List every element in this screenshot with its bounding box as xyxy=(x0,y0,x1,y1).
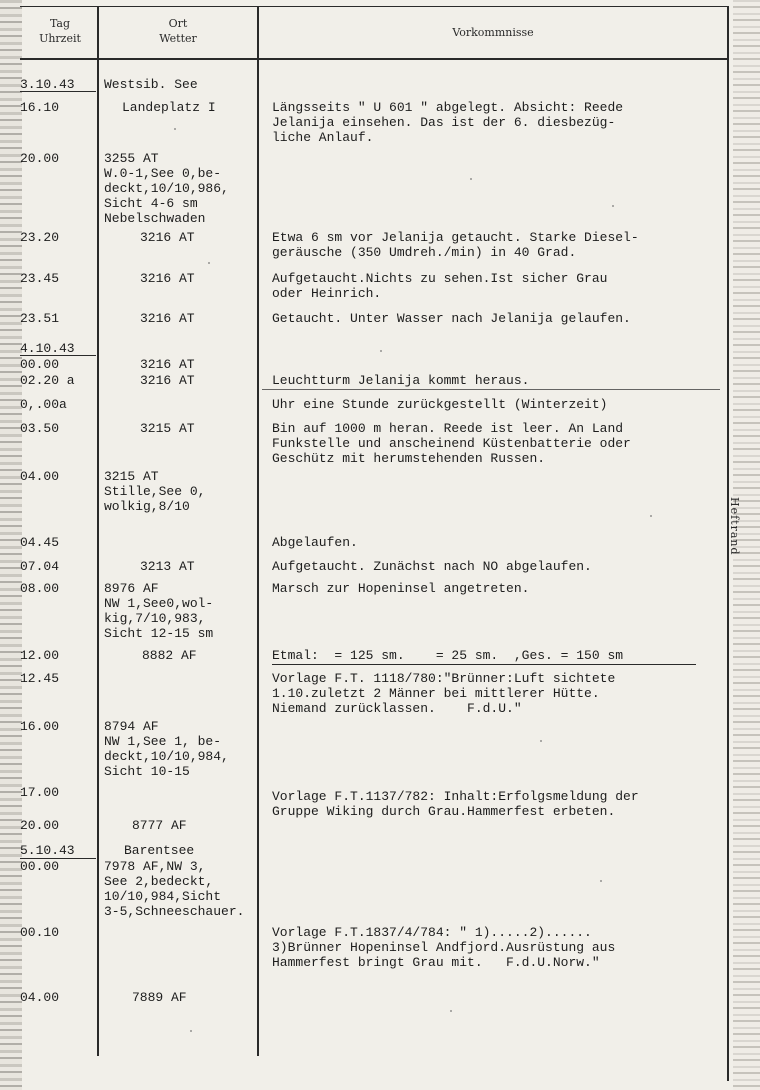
entry-ort: 8777 AF xyxy=(132,818,187,833)
entry-date: 12.00 xyxy=(20,648,60,663)
header-bottom-rule xyxy=(20,58,728,60)
entry-ort: 8882 AF xyxy=(142,648,197,663)
scan-speck xyxy=(650,515,652,517)
entry-ort: 3216 AT xyxy=(140,357,195,372)
entry-date: 23.51 xyxy=(20,311,60,326)
entry-vorkommnis: Etwa 6 sm vor Jelanija getaucht. Starke Diesel- geräusche (350 Umdreh./min) in 40 Grad. xyxy=(272,230,639,260)
header-top-rule xyxy=(20,6,728,7)
entry-vorkommnis: Vorlage F.T.1137/782: Inhalt:Erfolgsmeldung der Gruppe Wiking durch Grau.Hammerfest erbeten. xyxy=(272,789,639,819)
entry-date: 08.00 xyxy=(20,581,60,596)
entry-ort: 3216 AT xyxy=(140,311,195,326)
entry-date: 04.45 xyxy=(20,535,60,550)
entry-ort: 8976 AF NW 1,See0,wol- kig,7/10,983, Sicht 12-15 sm xyxy=(104,581,214,641)
entry-vorkommnis: Vorlage F.T.1837/4/784: " 1).....2)...... 3)Brünner Hopeninsel Andfjord.Ausrüstung aus Hammerfest bringt Grau mit. F.d.U.Norw." xyxy=(272,925,616,970)
entry-date: 12.45 xyxy=(20,671,60,686)
entry-ort: Landeplatz I xyxy=(122,100,216,115)
scan-speck xyxy=(540,740,542,742)
entry-date: 03.50 xyxy=(20,421,60,436)
entry-date: 0,.00a xyxy=(20,397,67,412)
entry-ort: 3255 AT W.0-1,See 0,be- deckt,10/10,986, Sicht 4-6 sm Nebelschwaden xyxy=(104,151,229,226)
entry-vorkommnis: Leuchtturm Jelanija kommt heraus. xyxy=(272,373,530,388)
scan-speck xyxy=(190,1030,192,1032)
scan-speck xyxy=(450,1010,452,1012)
entry-ort: Westsib. See xyxy=(104,77,198,92)
scan-speck xyxy=(470,178,472,180)
entry-date: 20.00 xyxy=(20,151,60,166)
scan-speck xyxy=(612,205,614,207)
entry-ort: 8794 AF NW 1,See 1, be- deckt,10/10,984, Sicht 10-15 xyxy=(104,719,229,779)
entry-vorkommnis: Etmal: = 125 sm. = 25 sm. ,Ges. = 150 sm xyxy=(272,648,624,663)
entry-date: 00.10 xyxy=(20,925,60,940)
entry-vorkommnis: Vorlage F.T. 1118/780:"Brünner:Luft sichtete 1.10.zuletzt 2 Männer bei mittlerer Hütte. Niemand zurücklassen. F.d.U." xyxy=(272,671,616,716)
entry-ort: 3216 AT xyxy=(140,271,195,286)
entry-ort: 3216 AT xyxy=(140,373,195,388)
entry-vorkommnis: Aufgetaucht.Nichts zu sehen.Ist sicher Grau oder Heinrich. xyxy=(272,271,608,301)
header-uhrzeit-label: Uhrzeit xyxy=(39,32,81,45)
etmal-underline xyxy=(272,664,696,665)
row-rule-leuchtturm xyxy=(262,389,720,390)
heftrand-label: Heftrand xyxy=(728,497,741,556)
entry-date: 00.00 xyxy=(20,357,60,372)
entry-date: 17.00 xyxy=(20,785,60,800)
entry-date: 02.20 a xyxy=(20,373,75,388)
header-wetter-label: Wetter xyxy=(159,32,197,45)
scan-speck xyxy=(600,880,602,882)
header-vorkommnisse-label: Vorkommnisse xyxy=(452,26,534,39)
entry-date: 3.10.43 xyxy=(20,77,75,92)
header-tag xyxy=(22,16,98,46)
entry-vorkommnis: Bin auf 1000 m heran. Reede ist leer. An Land Funkstelle und anscheinend Küstenbatterie oder Geschütz mit herumstehenden Russen. xyxy=(272,421,631,466)
scan-edge-left xyxy=(0,0,22,1090)
entry-date: 4.10.43 xyxy=(20,341,75,356)
entry-date: 23.45 xyxy=(20,271,60,286)
header-ort-label: Ort xyxy=(168,17,188,30)
entry-ort: 3215 AT Stille,See 0, wolkig,8/10 xyxy=(104,469,206,514)
scan-speck xyxy=(208,262,210,264)
entry-date: 20.00 xyxy=(20,818,60,833)
entry-vorkommnis: Abgelaufen. xyxy=(272,535,358,550)
entry-date: 16.10 xyxy=(20,100,60,115)
scan-speck xyxy=(174,128,176,130)
entry-date: 07.04 xyxy=(20,559,60,574)
entry-ort: 3213 AT xyxy=(140,559,195,574)
header-ort xyxy=(100,16,256,46)
entry-vorkommnis: Aufgetaucht. Zunächst nach NO abgelaufen. xyxy=(272,559,592,574)
header-vorkommnisse xyxy=(260,25,726,40)
entry-date: 00.00 xyxy=(20,859,60,874)
entry-date: 23.20 xyxy=(20,230,60,245)
entry-ort: Barentsee xyxy=(124,843,195,858)
column-divider-2 xyxy=(257,6,259,1056)
entry-date: 16.00 xyxy=(20,719,60,734)
header-tag-label: Tag xyxy=(49,17,71,30)
entry-date: 5.10.43 xyxy=(20,843,75,858)
entry-date: 04.00 xyxy=(20,469,60,484)
scan-speck xyxy=(380,350,382,352)
entry-ort: 3215 AT xyxy=(140,421,195,436)
entry-vorkommnis: Marsch zur Hopeninsel angetreten. xyxy=(272,581,530,596)
entry-date: 04.00 xyxy=(20,990,60,1005)
entry-vorkommnis: Uhr eine Stunde zurückgestellt (Winterzeit) xyxy=(272,397,608,412)
entry-ort: 7978 AF,NW 3, See 2,bedeckt, 10/10,984,Sicht 3-5,Schneeschauer. xyxy=(104,859,245,919)
entry-ort: 3216 AT xyxy=(140,230,195,245)
entry-ort: 7889 AF xyxy=(132,990,187,1005)
entry-vorkommnis: Getaucht. Unter Wasser nach Jelanija gelaufen. xyxy=(272,311,631,326)
entry-vorkommnis: Längsseits " U 601 " abgelegt. Absicht: Reede Jelanija einsehen. Das ist der 6. diesbezüg- liche Anlauf. xyxy=(272,100,624,145)
